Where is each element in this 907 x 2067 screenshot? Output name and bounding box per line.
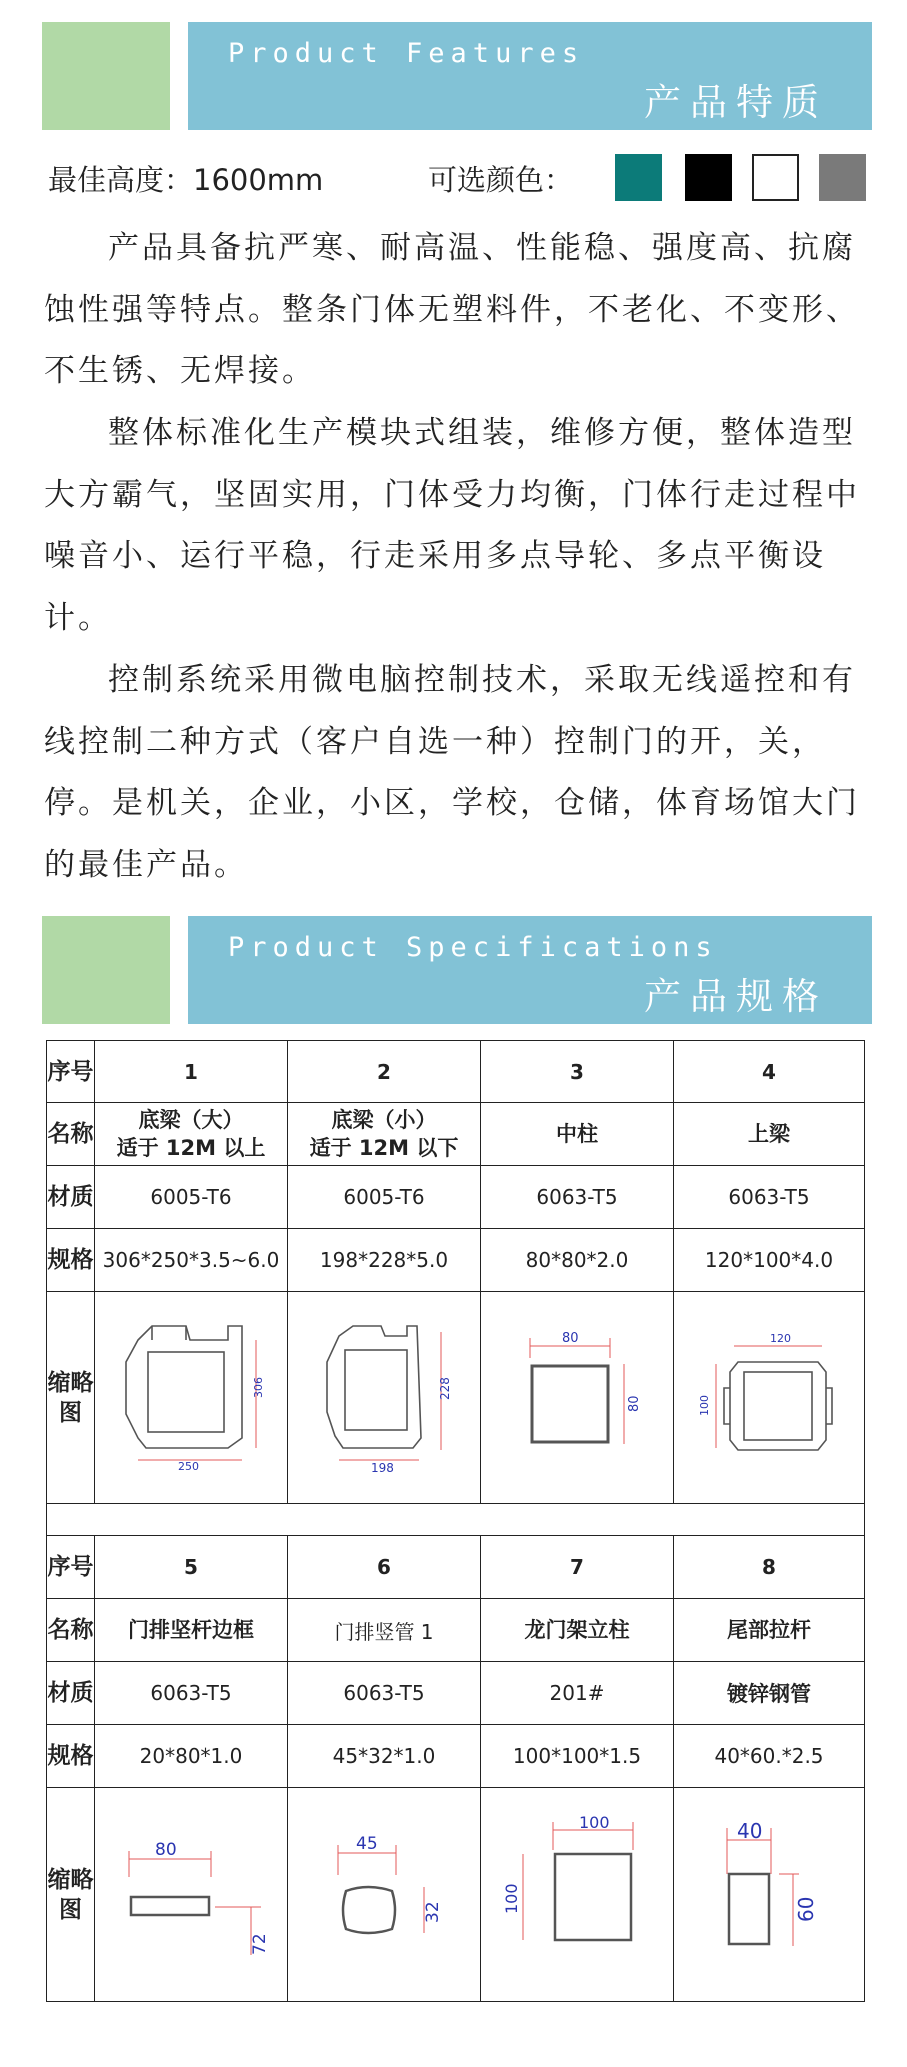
row-header-spec: 规格 (47, 1229, 95, 1292)
specs-banner (42, 916, 872, 1024)
features-title-zh: 产品特质 (644, 81, 828, 124)
diagram-cell (481, 1788, 674, 2002)
color-swatch-black (685, 154, 732, 201)
item-number: 5 (95, 1536, 288, 1599)
specs-title-zh: 产品规格 (644, 975, 828, 1018)
item-name: 尾部拉杆 (674, 1599, 865, 1662)
item-material: 201# (481, 1662, 674, 1725)
feature-paragraph-1: 产品具备抗严寒、耐高温、性能稳、强度高、抗腐蚀性强等特点。整条门体无塑料件，不老化、不变形、不生锈、无焊接。 (44, 230, 860, 389)
color-swatch-white (752, 154, 799, 201)
item-name: 门排坚杆边框 (95, 1599, 288, 1662)
table-row (47, 1041, 865, 1103)
item-spec: 80*80*2.0 (481, 1229, 674, 1292)
dim-width: 250 (178, 1459, 199, 1473)
item-name: 龙门架立柱 (481, 1599, 674, 1662)
diagram-cell (674, 1788, 865, 2002)
color-swatch-teal (615, 154, 662, 201)
item-spec: 198*228*5.0 (288, 1229, 481, 1292)
row-header-name: 名称 (47, 1103, 95, 1166)
door-vertical-tube-diagram (304, 1815, 464, 1975)
banner-green-block (42, 916, 170, 1024)
gantry-column-diagram (497, 1810, 657, 1980)
item-name: 中柱 (481, 1103, 674, 1166)
item-spec: 306*250*3.5~6.0 (95, 1229, 288, 1292)
banner-green-block (42, 22, 170, 130)
table-row (47, 1229, 865, 1292)
table-row (47, 1536, 865, 1599)
row-header-no: 序号 (47, 1041, 95, 1103)
item-name-line: 底梁（大） (138, 1108, 244, 1132)
banner-blue-block (188, 22, 872, 130)
item-material: 镀锌钢管 (674, 1662, 865, 1725)
dim-width: 100 (579, 1812, 610, 1832)
middle-column-diagram (502, 1318, 652, 1478)
item-name-line: 适于 12M 以下 (309, 1136, 459, 1160)
dim-width: 45 (356, 1833, 378, 1854)
bottom-beam-small-diagram (309, 1318, 459, 1478)
dim-height: 228 (438, 1376, 452, 1400)
diagram-cell (95, 1292, 288, 1504)
diagram-cell (674, 1292, 865, 1504)
item-number: 7 (481, 1536, 674, 1599)
dim-height: 32 (423, 1900, 443, 1923)
table-row (47, 1662, 865, 1725)
dim-width: 198 (371, 1460, 394, 1475)
table-row (47, 1599, 865, 1662)
row-header-spec: 规格 (47, 1725, 95, 1788)
dim-width: 80 (155, 1839, 177, 1860)
feature-paragraph-3: 控制系统采用微电脑控制技术，采取无线遥控和有线控制二种方式（客户自选一种）控制门的开，关，停。是机关，企业，小区，学校，仓储，体育场馆大门的最佳产品。 (44, 662, 860, 883)
item-material: 6005-T6 (95, 1166, 288, 1229)
item-material: 6063-T5 (95, 1662, 288, 1725)
item-name: 上梁 (674, 1103, 865, 1166)
diagram-cell (288, 1292, 481, 1504)
top-beam-diagram (694, 1318, 844, 1478)
spacer-cell (47, 1504, 865, 1536)
specs-title-en: Product Specifications (228, 932, 718, 963)
table-row (47, 1166, 865, 1229)
color-options-label: 可选颜色： (428, 163, 574, 197)
item-material: 6063-T5 (288, 1662, 481, 1725)
item-name-line: 底梁（小） (331, 1108, 437, 1132)
banner-blue-block (188, 916, 872, 1024)
color-swatch-gray (819, 154, 866, 201)
dim-width: 120 (770, 1331, 791, 1345)
door-rod-frame-diagram (111, 1815, 271, 1975)
item-number: 4 (674, 1041, 865, 1103)
item-name-line: 适于 12M 以上 (116, 1136, 266, 1160)
diagram-cell (481, 1292, 674, 1504)
row-header-diagram: 缩略图 (47, 1788, 95, 2002)
item-number: 3 (481, 1041, 674, 1103)
dim-height: 306 (252, 1376, 265, 1398)
table-row (47, 1725, 865, 1788)
dim-width: 40 (737, 1818, 763, 1843)
item-spec: 45*32*1.0 (288, 1725, 481, 1788)
tail-tie-rod-diagram (689, 1810, 849, 1980)
item-spec: 120*100*4.0 (674, 1229, 865, 1292)
row-header-name: 名称 (47, 1599, 95, 1662)
item-spec: 40*60.*2.5 (674, 1725, 865, 1788)
dim-height: 60 (794, 1896, 818, 1922)
dim-width: 80 (562, 1330, 579, 1346)
item-spec: 20*80*1.0 (95, 1725, 288, 1788)
item-material: 6005-T6 (288, 1166, 481, 1229)
row-header-diagram: 缩略图 (47, 1292, 95, 1504)
item-number: 1 (95, 1041, 288, 1103)
dim-height: 80 (627, 1394, 642, 1412)
diagram-cell (288, 1788, 481, 2002)
dim-height: 100 (698, 1394, 711, 1416)
row-header-material: 材质 (47, 1166, 95, 1229)
table-spacer-row (47, 1504, 865, 1536)
item-name (95, 1103, 288, 1166)
item-name: 门排竖管 1 (288, 1599, 481, 1662)
item-number: 8 (674, 1536, 865, 1599)
attribute-row (48, 152, 868, 204)
best-height-label: 最佳高度：1600mm (48, 163, 324, 197)
item-number: 2 (288, 1041, 481, 1103)
diagram-cell (95, 1788, 288, 2002)
features-title-en: Product Features (228, 38, 585, 69)
features-banner (42, 22, 872, 130)
row-header-no: 序号 (47, 1536, 95, 1599)
bottom-beam-large-diagram (116, 1318, 266, 1478)
table-row (47, 1103, 865, 1166)
spec-table (46, 1040, 865, 2002)
item-material: 6063-T5 (674, 1166, 865, 1229)
dim-height: 100 (502, 1882, 521, 1914)
item-material: 6063-T5 (481, 1166, 674, 1229)
dim-height: 72 (250, 1932, 270, 1955)
table-row (47, 1292, 865, 1504)
item-spec: 100*100*1.5 (481, 1725, 674, 1788)
feature-paragraph-2: 整体标准化生产模块式组装，维修方便，整体造型大方霸气，坚固实用，门体受力均衡，门体行走过程中噪音小、运行平稳，行走采用多点导轮、多点平衡设计。 (44, 415, 860, 636)
table-row (47, 1788, 865, 2002)
item-name (288, 1103, 481, 1166)
row-header-material: 材质 (47, 1662, 95, 1725)
item-number: 6 (288, 1536, 481, 1599)
